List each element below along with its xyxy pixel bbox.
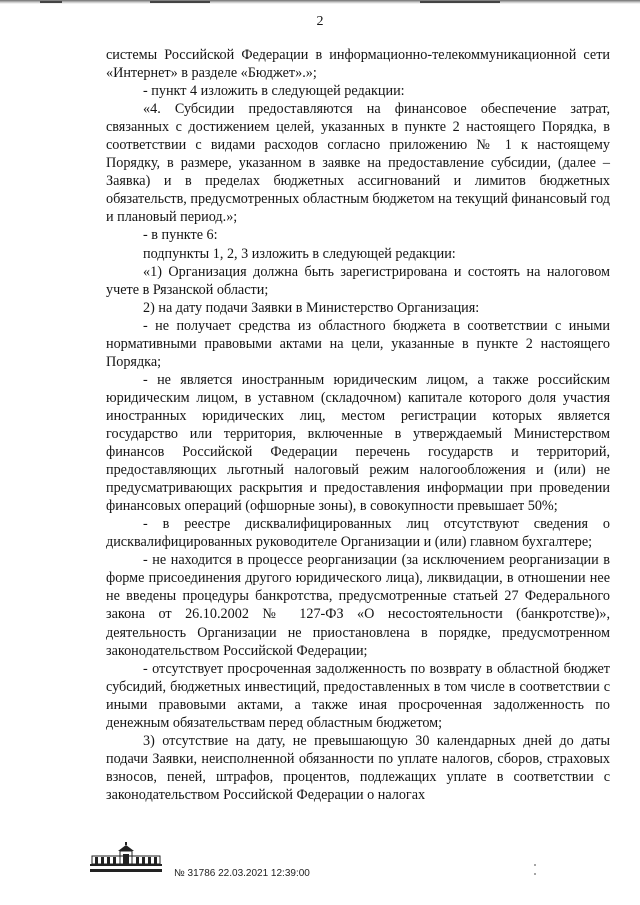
paragraph-p9: - не является иностранным юридическим лицом, а также российским юридическим лицом, в уставном (складочном) капитале которого доля участия иностранных юридических лиц, местом регистрации которых является государство или территория, включенные в утверждаемый Министерством финансов Российской Федерации перечень государств и территорий, предоставляющих льготный налоговый режим налогообложения и (или) не предусматривающих раскрытия и предоставления информации при проведении финансовых операций (офшорные зоны), в совокупности превышает 50%;: [106, 371, 610, 515]
paragraph-p5: подпункты 1, 2, 3 изложить в следующей редакции:: [143, 245, 456, 262]
government-building-icon: [88, 842, 164, 876]
document-timestamp: 22.03.2021 12:39:00: [218, 868, 310, 879]
paragraph-p6: «1) Организация должна быть зарегистрирована и состоять на налоговом учете в Рязанской области;: [106, 263, 610, 298]
paragraph-p3: «4. Субсидии предоставляются на финансовое обеспечение затрат, связанных с достижением целей, указанных в пункте 2 настоящего Порядка, в соответствии с видами расходов согласно приложению № 1 к настоящему Порядку, в размере, указанном в заявке на предоставление субсидии, (далее – Заявка) и в пределах бюджетных ассигнований и лимитов бюджетных обязательств, предусмотренных областным бюджетом на текущий финансовый год и плановый период.»;: [106, 101, 610, 226]
document-number: № 31786: [174, 868, 216, 879]
scan-speck: [534, 864, 536, 866]
document-registration-meta: [174, 868, 310, 879]
page-number: 2: [316, 14, 324, 29]
paragraph-p10: - в реестре дисквалифицированных лиц отсутствуют сведения о дисквалифицированных руководителе Организации и (или) главном бухгалтере;: [106, 516, 610, 551]
scan-edge: [0, 0, 640, 4]
paragraph-p8: - не получает средства из областного бюджета в соответствии с иными нормативными правовыми актами на цели, указанные в пункте 2 настоящего Порядка;: [106, 317, 610, 370]
document-footer: [88, 842, 608, 882]
paragraph-p12: - отсутствует просроченная задолженность по возврату в областной бюджет субсидий, бюджетных инвестиций, предоставленных в том числе в соответствии с иными правовыми актами, а также иная просроченная задолженность по денежным обязательствам перед областным бюджетом;: [106, 660, 610, 731]
paragraph-p11: - не находится в процессе реорганизации (за исключением реорганизации в форме присоединения другого юридического лица), ликвидации, в отношении нее не введены процедуры банкротства, предусмотренные статьей 27 Федерального закона от 26.10.2002 № 127-ФЗ «О несостоятельности (банкротстве)», деятельность Организации не приостановлена в порядке, предусмотренном законодательством Российской Федерации;: [106, 552, 610, 659]
paragraph-p13: 3) отсутствие на дату, не превышающую 30 календарных дней до даты подачи Заявки, неисполненной обязанности по уплате налогов, сборов, страховых взносов, пеней, штрафов, процентов, подлежащих уплате в соответствии с законодательством Российской Федерации о налогах: [106, 732, 610, 803]
paragraph-p1: системы Российской Федерации в информационно-телекоммуникационной сети «Интернет» в разделе «Бюджет».»;: [106, 47, 610, 82]
paragraph-p2: - пункт 4 изложить в следующей редакции:: [143, 83, 405, 100]
scan-edge-mark: [40, 1, 62, 3]
scan-edge-mark: [420, 1, 500, 3]
scan-edge-mark: [150, 1, 210, 3]
paragraph-p4: - в пункте 6:: [143, 227, 218, 244]
paragraph-p7: 2) на дату подачи Заявки в Министерство Организация:: [143, 299, 480, 316]
document-body: [106, 46, 610, 804]
scan-speck: [534, 873, 536, 875]
